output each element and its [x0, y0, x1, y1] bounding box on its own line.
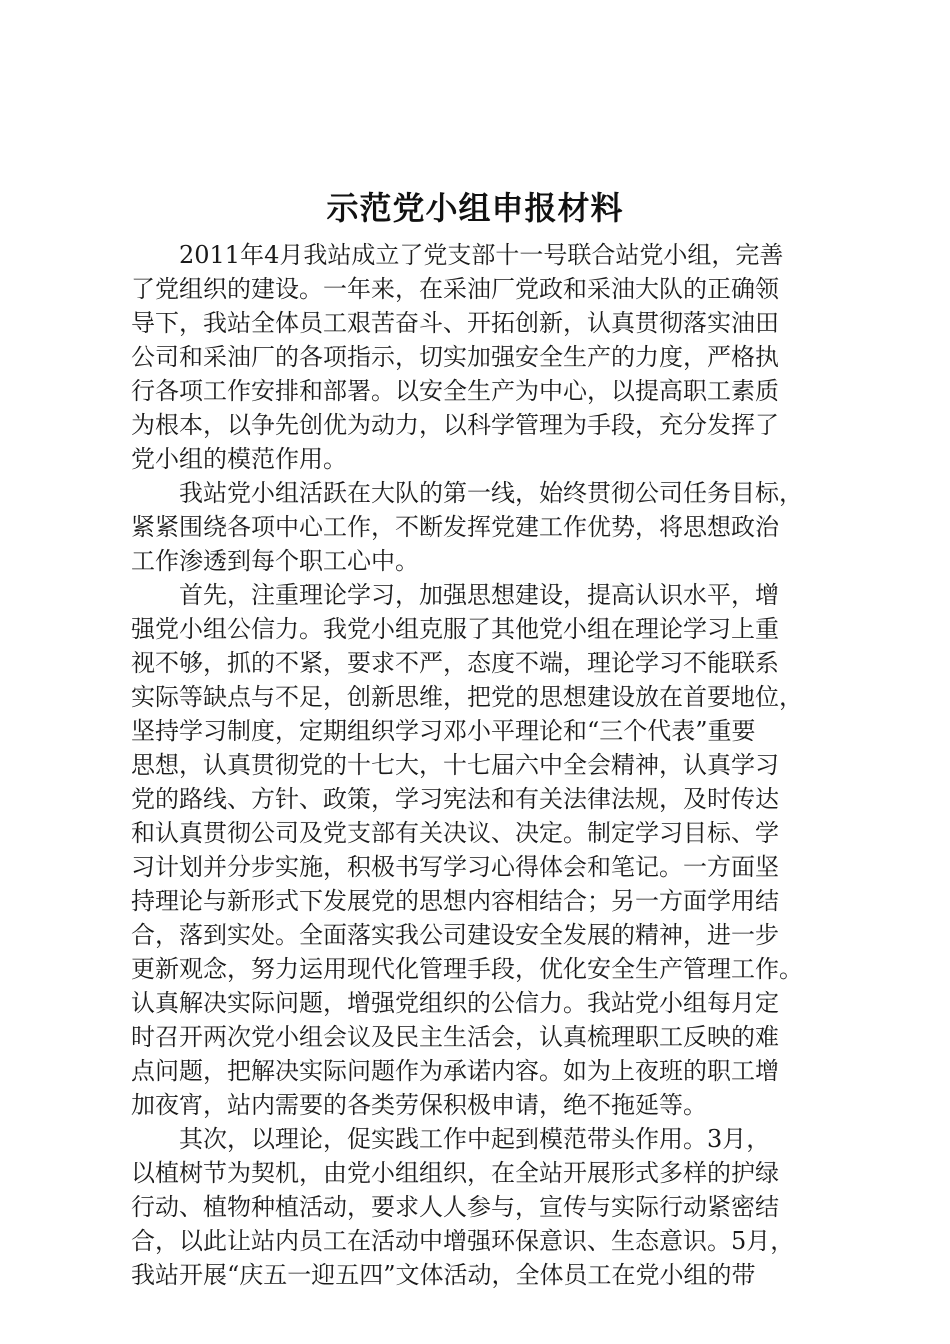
text-line: 更新观念，努力运用现代化管理手段，优化安全生产管理工作。	[131, 955, 803, 983]
text-line: 和认真贯彻公司及党支部有关决议、决定。制定学习目标、学	[131, 819, 779, 847]
text-line: 视不够，抓的不紧，要求不严，态度不端，理论学习不能联系	[131, 649, 779, 677]
text-line: 思想，认真贯彻党的十七大，十七届六中全会精神，认真学习	[131, 751, 779, 779]
text-line: 我站开展“庆五一迎五四”文体活动，全体员工在党小组的带	[131, 1261, 756, 1289]
text-line: 党小组的模范作用。	[131, 445, 347, 473]
text-line: 其次，以理论，促实践工作中起到模范带头作用。3月，	[179, 1125, 771, 1153]
text-line: 点问题，把解决实际问题作为承诺内容。如为上夜班的职工增	[131, 1057, 779, 1085]
text-line: 首先，注重理论学习，加强思想建设，提高认识水平，增	[179, 581, 779, 609]
text-line: 时召开两次党小组会议及民主生活会，认真梳理职工反映的难	[131, 1023, 779, 1051]
page-title: 示范党小组申报材料	[326, 189, 624, 227]
text-line: 党的路线、方针、政策，学习宪法和有关法律法规，及时传达	[131, 785, 779, 813]
text-line: 强党小组公信力。我党小组克服了其他党小组在理论学习上重	[131, 615, 779, 643]
document-body	[131, 238, 831, 1292]
text-line: 实际等缺点与不足，创新思维，把党的思想建设放在首要地位，	[131, 683, 803, 711]
text-line: 合，落到实处。全面落实我公司建设安全发展的精神，进一步	[131, 921, 779, 949]
text-line: 我站党小组活跃在大队的第一线，始终贯彻公司任务目标，	[179, 479, 803, 507]
text-line: 导下，我站全体员工艰苦奋斗、开拓创新，认真贯彻落实油田	[131, 309, 779, 337]
text-line: 认真解决实际问题，增强党组织的公信力。我站党小组每月定	[131, 989, 779, 1017]
text-line: 习计划并分步实施，积极书写学习心得体会和笔记。一方面坚	[131, 853, 779, 881]
text-line: 公司和采油厂的各项指示，切实加强安全生产的力度，严格执	[131, 343, 779, 371]
text-line: 行各项工作安排和部署。以安全生产为中心，以提高职工素质	[131, 377, 779, 405]
text-line: 坚持学习制度，定期组织学习邓小平理论和“三个代表”重要	[131, 717, 756, 745]
text-line: 为根本，以争先创优为动力，以科学管理为手段，充分发挥了	[131, 411, 779, 439]
text-line: 合，以此让站内员工在活动中增强环保意识、生态意识。5月，	[131, 1227, 795, 1255]
text-line: 行动、植物种植活动，要求人人参与，宣传与实际行动紧密结	[131, 1193, 779, 1221]
text-line: 紧紧围绕各项中心工作，不断发挥党建工作优势，将思想政治	[131, 513, 779, 541]
text-line: 了党组织的建设。一年来，在采油厂党政和采油大队的正确领	[131, 275, 779, 303]
text-line: 持理论与新形式下发展党的思想内容相结合；另一方面学用结	[131, 887, 779, 915]
text-line: 工作渗透到每个职工心中。	[131, 547, 419, 575]
text-line: 以植树节为契机，由党小组组织，在全站开展形式多样的护绿	[131, 1159, 779, 1187]
text-line: 2011年4月我站成立了党支部十一号联合站党小组，完善	[179, 241, 784, 269]
text-line: 加夜宵，站内需要的各类劳保积极申请，绝不拖延等。	[131, 1091, 707, 1119]
